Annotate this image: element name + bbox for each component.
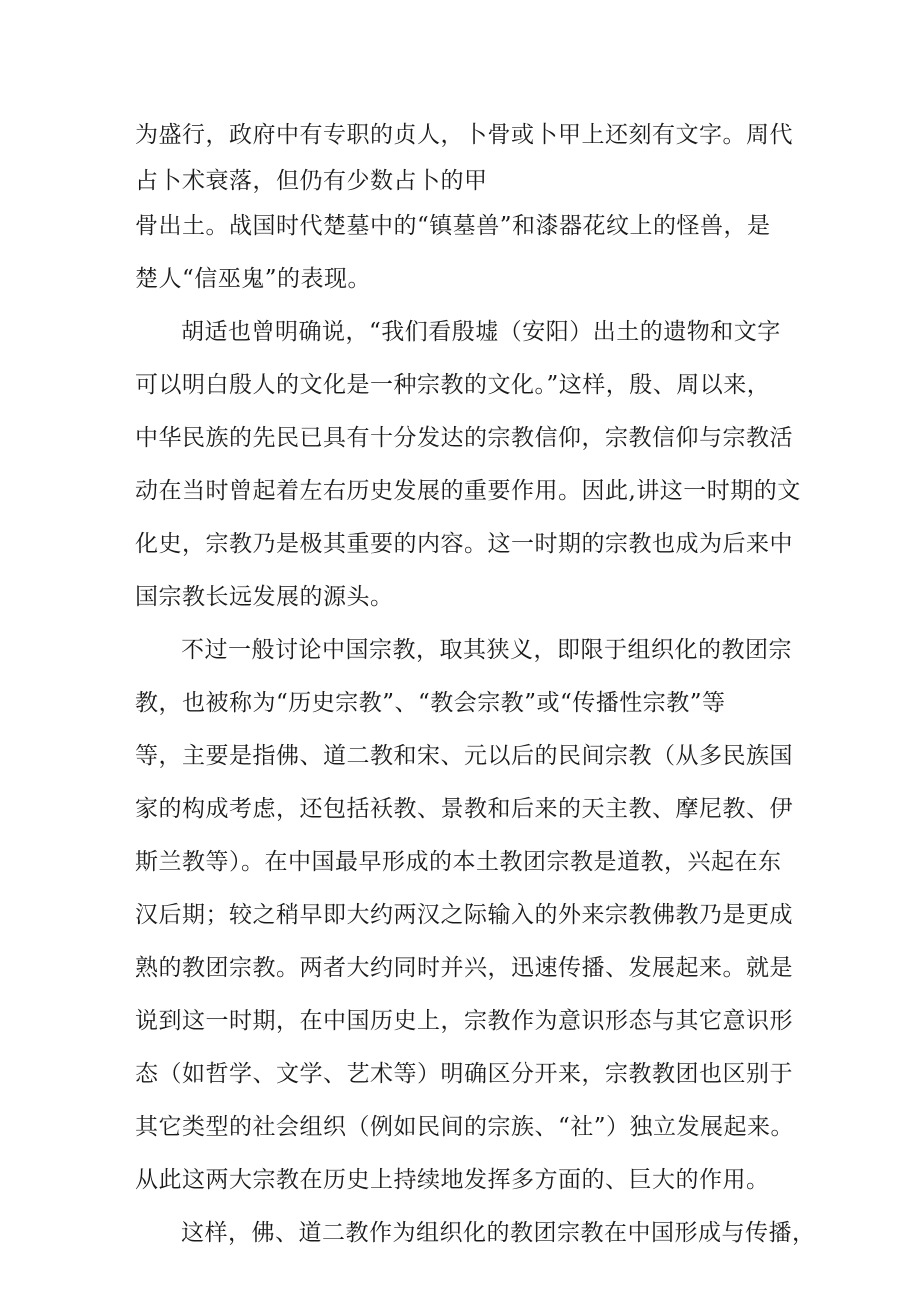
paragraph-start-line: 不过一般讨论中国宗教，取其狭义，即限于组织化的教团宗 bbox=[181, 637, 792, 663]
text-line: 楚人“信巫鬼”的表现。 bbox=[135, 266, 372, 292]
text-line: 汉后期；较之稍早即大约两汉之际输入的外来宗教佛教乃是更成 bbox=[135, 902, 793, 928]
text-line: 为盛行，政府中有专职的贞人，卜骨或卜甲上还刻有文字。周代 bbox=[135, 122, 793, 148]
text-line: 化史，宗教乃是极其重要的内容。这一时期的宗教也成为后来中 bbox=[135, 531, 793, 557]
text-line: 家的构成考虑，还包括袄教、景教和后来的天主教、摩尼教、伊 bbox=[135, 796, 793, 822]
text-line: 从此这两大宗教在历史上持续地发挥多方面的、巨大的作用。 bbox=[135, 1167, 770, 1193]
text-line: 占卜术衰落，但仍有少数占卜的甲 bbox=[135, 168, 488, 194]
text-line: 动在当时曾起着左右历史发展的重要作用。因此,讲这一时期的文 bbox=[135, 478, 801, 504]
text-line: 中华民族的先民已具有十分发达的宗教信仰，宗教信仰与宗教活 bbox=[135, 425, 793, 451]
text-line: 可以明白殷人的文化是一种宗教的文化。”这样，殷、周以来， bbox=[135, 372, 771, 398]
text-line: 骨出土。战国时代楚墓中的“镇墓兽”和漆器花纹上的怪兽，是 bbox=[135, 213, 771, 239]
text-line: 其它类型的社会组织（例如民间的宗族、“社”）独立发展起来。 bbox=[135, 1114, 795, 1140]
text-line: 教，也被称为“历史宗教”、“教会宗教”或“传播性宗教”等 bbox=[135, 690, 726, 716]
text-line: 态（如哲学、文学、艺术等）明确区分开来，宗教教团也区别于 bbox=[135, 1061, 793, 1087]
body-text bbox=[135, 109, 816, 1260]
text-line: 国宗教长远发展的源头。 bbox=[135, 584, 394, 610]
text-line: 熟的教团宗教。两者大约同时并兴，迅速传播、发展起来。就是 bbox=[135, 955, 793, 981]
text-line: 斯兰教等）。在中国最早形成的本土教团宗教是道教，兴起在东 bbox=[135, 849, 782, 875]
text-line: 说到这一时期，在中国历史上，宗教作为意识形态与其它意识形 bbox=[135, 1008, 793, 1034]
paragraph-start-line: 这样，佛、道二教作为组织化的教团宗教在中国形成与传播， bbox=[181, 1220, 816, 1246]
paragraph-start-line: 胡适也曾明确说，“我们看殷墟（安阳）出土的遗物和文字 bbox=[181, 319, 781, 345]
text-line: 等，主要是指佛、道二教和宋、元以后的民间宗教（从多民族国 bbox=[135, 743, 793, 769]
